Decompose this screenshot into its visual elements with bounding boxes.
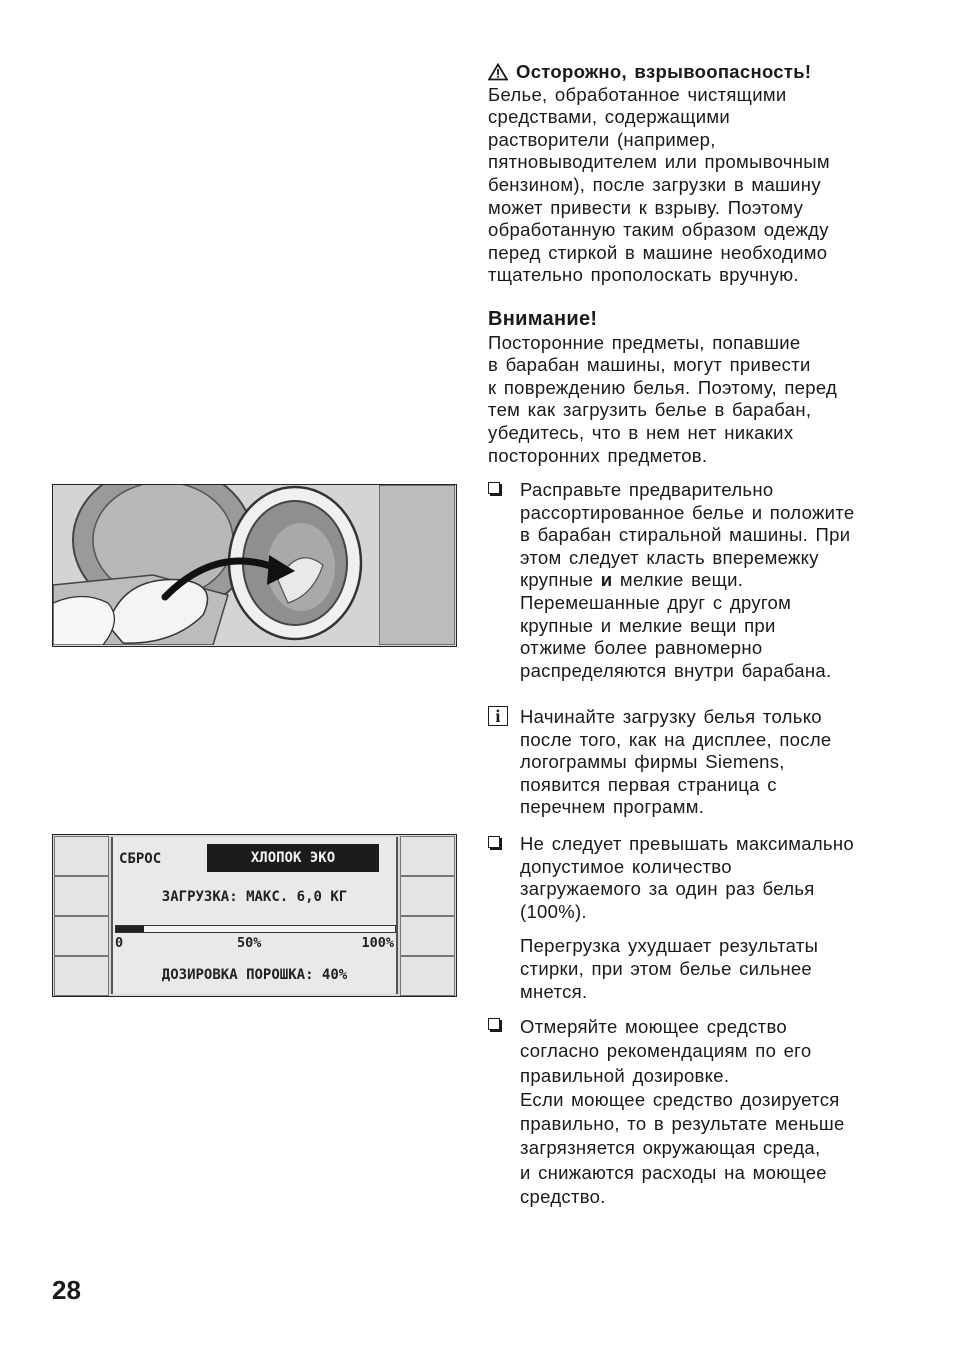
bullet-item-max-load: [488, 833, 908, 1003]
display-reset-label: СБРОС: [119, 851, 162, 867]
machine-display: [52, 834, 457, 997]
washing-machine-drawing: [53, 485, 455, 645]
display-side-button: [54, 956, 109, 996]
page-number: 28: [52, 1275, 81, 1305]
display-screen: [111, 837, 398, 994]
bullet3-text: Отмеряйте моющее средство согласно рекомендациям по его правильной дозировке. Если моющее средство дозируется правильно, то в результате меньше загрязняется окружающая среда, и снижаются расходы на моющее средство.: [520, 1016, 845, 1208]
display-side-button: [400, 876, 455, 916]
load-tick-100: 100%: [361, 935, 394, 951]
display-load-text: ЗАГРУЗКА: МАКС. 6,0 КГ: [161, 889, 348, 905]
display-side-button: [400, 836, 455, 876]
display-side-button: [54, 836, 109, 876]
load-progress-fill: [116, 926, 144, 932]
warning-triangle-icon: [488, 63, 508, 81]
attention-title: Внимание!: [488, 308, 598, 330]
bullet1-text-b: [520, 569, 908, 592]
bullet2-text: Не следует превышать максимально допустимое количество загружаемого за один раз белья (100%).: [520, 833, 854, 922]
bullet1-text-b-bold: и: [600, 569, 613, 591]
attention-text: Посторонние предметы, попавшие в барабан машины, могут привести к повреждению белья. Поэтому, перед тем как загрузить белье в барабан, убедитесь, что в нем нет никаких посторонних предметов.: [488, 331, 838, 466]
warning-block: [488, 61, 908, 287]
display-dose-text: ДОЗИРОВКА ПОРОШКА: 40%: [161, 967, 348, 983]
bullet-item-detergent: [488, 1015, 908, 1209]
attention-block: [488, 308, 908, 467]
display-side-button: [54, 916, 109, 956]
load-tick-50: 50%: [237, 935, 262, 951]
load-progress-bar: [115, 925, 396, 933]
warning-heading: [488, 61, 908, 84]
bullet1-text-b3: мелкие вещи.: [612, 569, 744, 591]
warning-text: Белье, обработанное чистящими средствами, содержащими растворители (например, пятновыводителем или промывочным бензином), после загрузки в машину может привести к взрыву. Поэтому обработанную таким образом одежду перед стиркой в машине необходимо тщательно прополоскать вручную.: [488, 83, 830, 286]
info-text: Начинайте загрузку белья только после того, как на дисплее, после логограммы фирмы Siemens, появится первая страница с перечнем программ.: [520, 706, 832, 818]
bullet1-text-a: Расправьте предварительно рассортированное белье и положите в барабан стиральной машины. При этом следует класть вперемежку: [520, 479, 855, 568]
display-side-button: [54, 876, 109, 916]
bullet2-extra: Перегрузка ухудшает результаты стирки, при этом белье сильнее мнется.: [520, 935, 819, 1002]
bullet-item-load-laundry: [488, 479, 908, 682]
load-tick-0: 0: [115, 935, 124, 951]
warning-title: Осторожно, взрывоопасность!: [516, 61, 812, 82]
display-side-button: [400, 916, 455, 956]
info-icon: i: [488, 706, 508, 726]
bullet1-text-c: Перемешанные друг с другом крупные и мелкие вещи при отжиме более равномерно распределяются внутри барабана.: [520, 591, 832, 681]
bullet1-text-b1: крупные: [520, 569, 601, 591]
display-side-button: [400, 956, 455, 996]
checkbox-bullet-icon: [488, 836, 500, 848]
display-program-name: ХЛОПОК ЭКО: [207, 844, 379, 872]
info-note: [488, 706, 908, 819]
loading-laundry-illustration: [52, 484, 457, 647]
checkbox-bullet-icon: [488, 1018, 500, 1030]
checkbox-bullet-icon: [488, 482, 500, 494]
